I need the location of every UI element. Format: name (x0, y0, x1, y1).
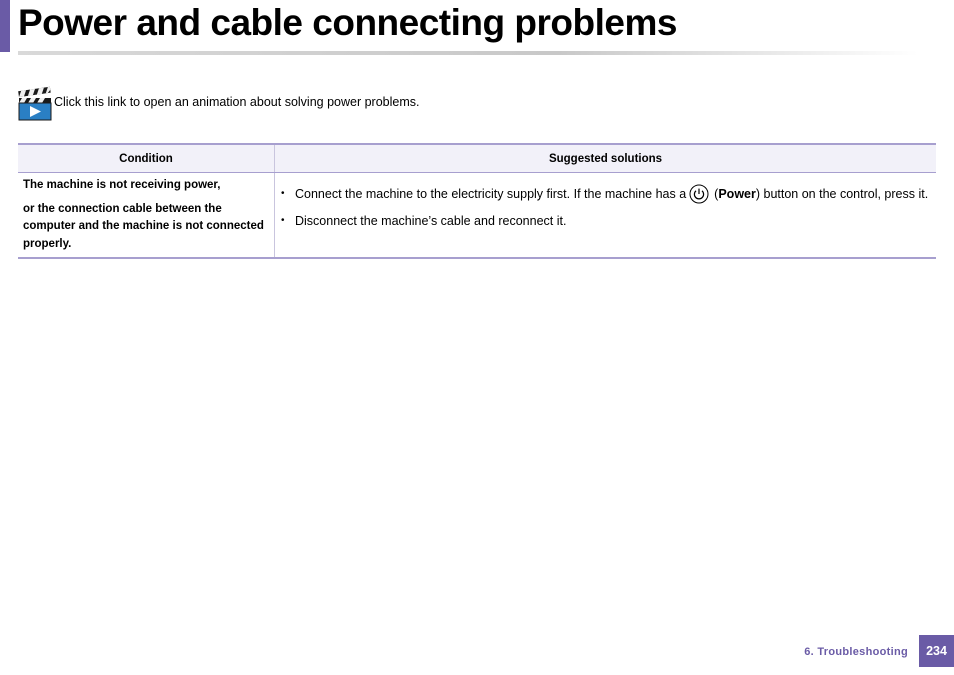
solutions-list (275, 184, 936, 230)
power-button-name: Power (718, 187, 756, 201)
table-header-row (18, 144, 936, 173)
list-item (281, 212, 936, 230)
solutions-table (18, 143, 936, 259)
animation-link[interactable] (18, 84, 419, 122)
solution-text-after: ) button on the control, press it. (755, 187, 929, 201)
page-title: Power and cable connecting problems (18, 2, 677, 43)
condition-text: or the connection cable between the computer and the machine is not connected properly. (23, 202, 264, 250)
condition-cell (18, 173, 275, 259)
solutions-cell (275, 173, 937, 259)
solution-text-before: Connect the machine to the electricity supply first. If the machine has a (295, 187, 687, 201)
header-suggested-solutions: Suggested solutions (275, 144, 937, 173)
page-number: 234 (919, 635, 954, 667)
solution-paren: ( (714, 187, 719, 201)
power-icon (689, 184, 709, 204)
footer-section-label: 6. Troubleshooting (804, 646, 908, 658)
bullet-icon: • (281, 188, 285, 199)
title-underline (18, 51, 918, 55)
animation-link-text[interactable]: Click this link to open an animation about solving power problems. (54, 95, 420, 109)
table-row (18, 173, 936, 259)
bullet-icon: • (281, 215, 285, 226)
condition-text: The machine is not receiving power, (23, 179, 221, 191)
solution-text: Disconnect the machine’s cable and reconnect it. (295, 214, 567, 228)
clapperboard-icon[interactable] (18, 85, 52, 121)
list-item (281, 184, 936, 204)
title-accent-bar (0, 0, 10, 52)
header-condition: Condition (18, 144, 275, 173)
